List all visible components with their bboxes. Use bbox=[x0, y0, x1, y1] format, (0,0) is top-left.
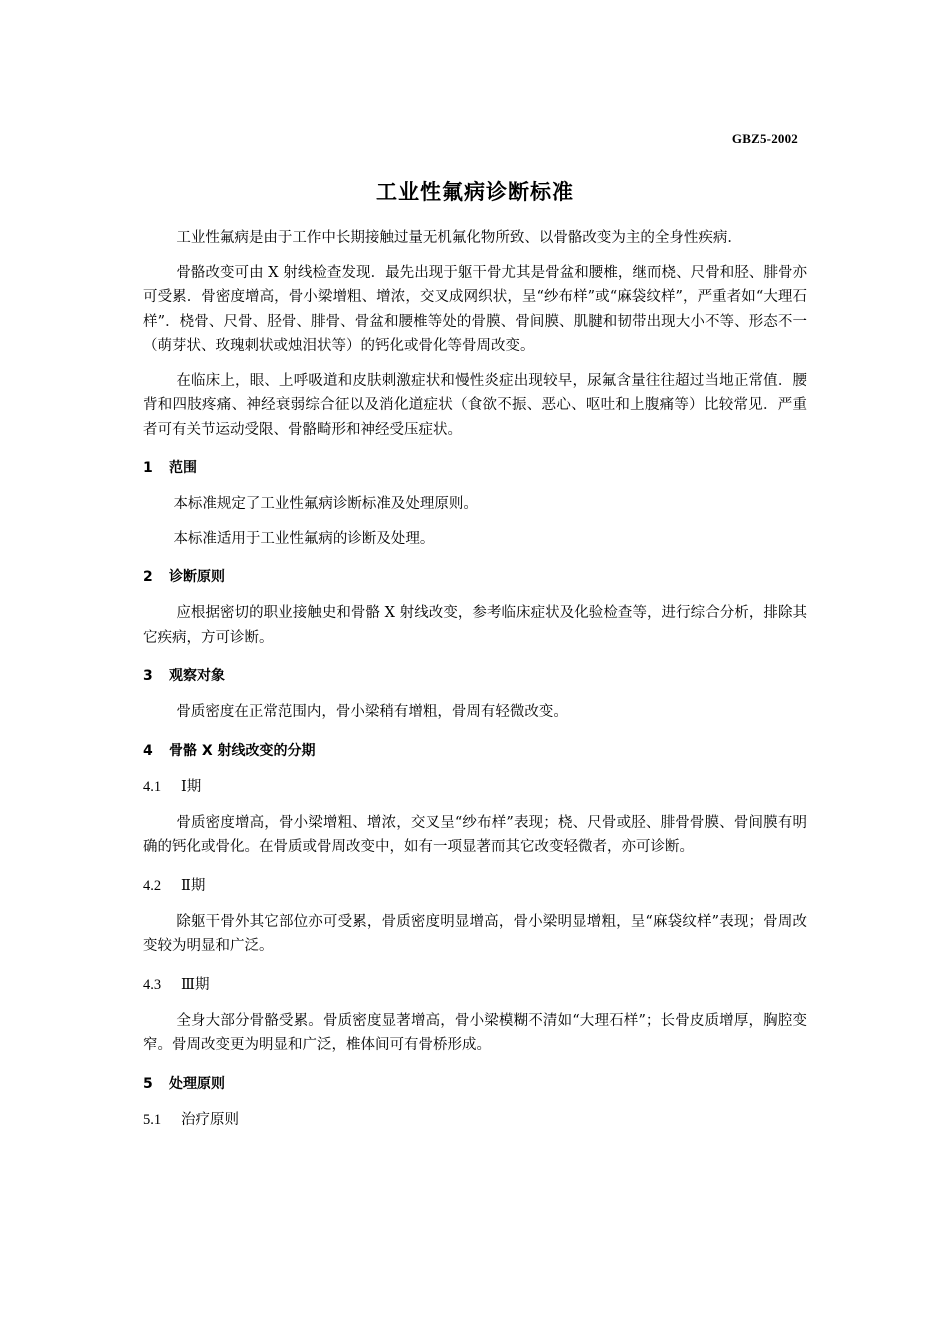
subsection-4-2-number: 4.2 bbox=[143, 877, 162, 894]
subsection-4-1-number: 4.1 bbox=[143, 778, 162, 795]
subsection-4-3-paragraph: 全身大部分骨骼受累。骨质密度显著增高，骨小梁模糊不清如“大理石样”；长骨皮质增厚，胸腔变窄。骨周改变更为明显和广泛，椎体间可有骨桥形成。 bbox=[143, 1012, 807, 1053]
section-1-heading bbox=[143, 456, 807, 480]
section-2-paragraph-1: 应根据密切的职业接触史和骨骼 X 射线改变，参考临床症状及化验检查等，进行综合分析，排除其它疾病，方可诊断。 bbox=[143, 605, 807, 646]
section-2-heading bbox=[143, 565, 807, 589]
document-title: 工业性氟病诊断标准 bbox=[376, 180, 574, 204]
section-4-heading bbox=[143, 739, 807, 763]
subsection-4-2-paragraph: 除躯干骨外其它部位亦可受累，骨质密度明显增高，骨小梁明显增粗，呈“麻袋纹样”表现；骨周改变较为明显和广泛。 bbox=[143, 913, 807, 954]
intro-paragraph-2: 骨骼改变可由 X 射线检查发现．最先出现于躯干骨尤其是骨盆和腰椎，继而桡、尺骨和胫、腓骨亦可受累．骨密度增高，骨小梁增粗、增浓，交叉成网织状，呈“纱布样”或“麻袋纹样”，严重者如“大理石样”．桡骨、尺骨、胫骨、腓骨、骨盆和腰椎等处的骨膜、骨间膜、肌腱和韧带出现大小不等、形态不一（萌芽状、玫瑰刺状或烛泪状等）的钙化或骨化等骨周改变。 bbox=[143, 264, 807, 354]
section-3-title: 观察对象 bbox=[169, 668, 225, 684]
document-body bbox=[143, 226, 807, 1144]
subsection-4-1-heading bbox=[143, 775, 807, 799]
subsection-4-3-number: 4.3 bbox=[143, 976, 162, 993]
subsection-5-1-heading bbox=[143, 1108, 807, 1132]
section-2-number: 2 bbox=[143, 569, 153, 585]
section-1-paragraph-2: 本标准适用于工业性氟病的诊断及处理。 bbox=[173, 530, 435, 547]
subsection-4-3-heading bbox=[143, 973, 807, 997]
subsection-4-1-paragraph: 骨质密度增高，骨小梁增粗、增浓，交叉呈“纱布样”表现；桡、尺骨或胫、腓骨骨膜、骨间膜有明确的钙化或骨化。在骨质或骨周改变中，如有一项显著而其它改变轻微者，亦可诊断。 bbox=[143, 814, 807, 855]
subsection-4-2-heading bbox=[143, 874, 807, 898]
subsection-5-1-number: 5.1 bbox=[143, 1111, 162, 1128]
intro-paragraph-3: 在临床上，眼、上呼吸道和皮肤刺激症状和慢性炎症出现较早，尿氟含量往往超过当地正常值．腰背和四肢疼痛、神经衰弱综合征以及消化道症状（食欲不振、恶心、呕吐和上腹痛等）比较常见．严重者可有关节运动受限、骨骼畸形和神经受压症状。 bbox=[143, 372, 807, 438]
subsection-5-1-title: 治疗原则 bbox=[181, 1111, 239, 1128]
section-3-paragraph-1: 骨质密度在正常范围内，骨小梁稍有增粗，骨周有轻微改变。 bbox=[176, 704, 568, 720]
section-1-paragraph-1: 本标准规定了工业性氟病诊断标准及处理原则。 bbox=[173, 496, 478, 512]
section-5-heading bbox=[143, 1072, 807, 1096]
section-1-title: 范围 bbox=[169, 460, 197, 476]
section-2-title: 诊断原则 bbox=[169, 569, 225, 585]
section-4-title: 骨骼 X 射线改变的分期 bbox=[169, 742, 316, 759]
section-3-number: 3 bbox=[143, 668, 153, 684]
subsection-4-3-title: Ⅲ期 bbox=[181, 976, 210, 993]
subsection-4-2-title: Ⅱ期 bbox=[181, 877, 206, 894]
section-4-number: 4 bbox=[143, 742, 153, 759]
section-3-heading bbox=[143, 664, 807, 688]
section-1-number: 1 bbox=[143, 460, 153, 476]
section-5-title: 处理原则 bbox=[169, 1075, 225, 1092]
subsection-4-1-title: Ⅰ期 bbox=[181, 778, 202, 795]
section-5-number: 5 bbox=[143, 1075, 153, 1092]
document-code: GBZ5-2002 bbox=[731, 131, 798, 146]
intro-paragraph-1: 工业性氟病是由于工作中长期接触过量无机氟化物所致、以骨骼改变为主的全身性疾病． bbox=[176, 230, 742, 246]
